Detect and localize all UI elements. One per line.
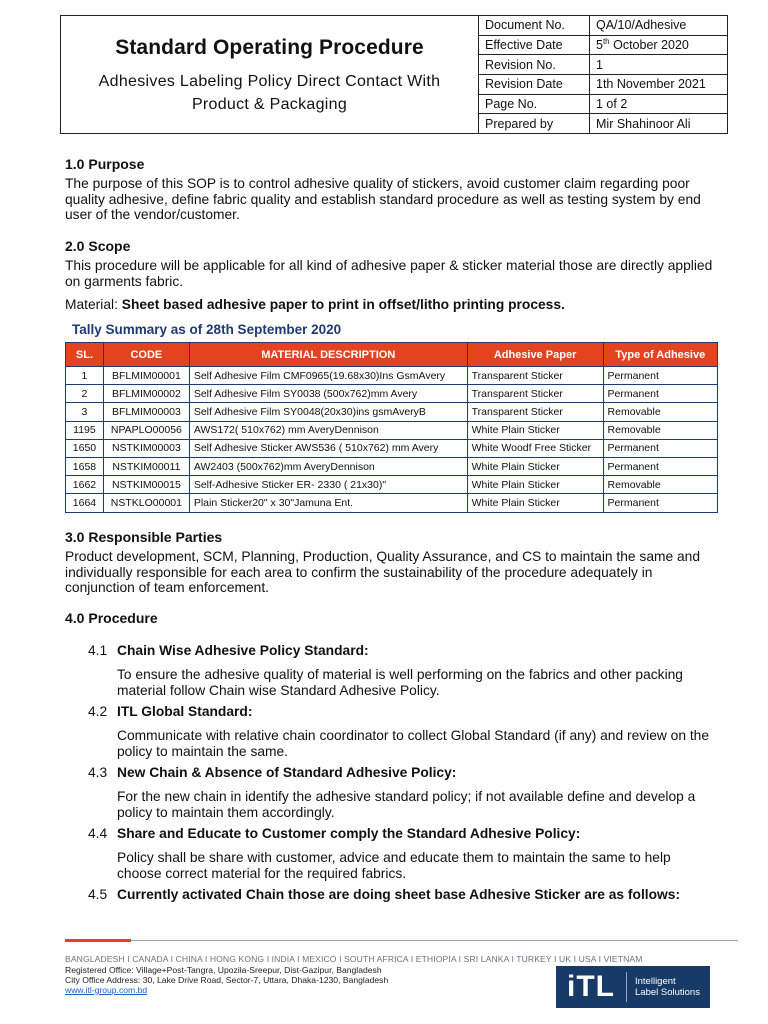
meta-key: Revision Date xyxy=(479,74,590,94)
tally-row xyxy=(66,457,718,475)
meta-row xyxy=(479,74,728,94)
tally-table xyxy=(65,342,718,513)
document-header xyxy=(60,15,728,134)
footer-accent-bar xyxy=(65,939,131,942)
cell-sl: 1195 xyxy=(66,421,104,439)
cell-code: NPAPLO00056 xyxy=(103,421,189,439)
procedure-item-title: Share and Educate to Customer comply the Standard Adhesive Policy: xyxy=(117,826,581,841)
responsible-heading: 3.0 Responsible Parties xyxy=(65,529,223,545)
tally-row xyxy=(66,421,718,439)
cell-description: Self Adhesive Sticker AWS536 ( 510x762) mm Avery xyxy=(189,439,467,457)
cell-adhesive-paper: Transparent Sticker xyxy=(467,385,603,403)
effective-day: 5 xyxy=(596,38,603,53)
meta-value: Mir Shahinoor Ali xyxy=(590,114,728,134)
subtitle-line-2: Product & Packaging xyxy=(191,96,348,113)
cell-adhesive-paper: White Woodf Free Sticker xyxy=(467,439,603,457)
tally-row xyxy=(66,385,718,403)
document-subtitle xyxy=(61,70,478,116)
cell-code: NSTKLO00001 xyxy=(103,494,189,512)
procedure-item-number: 4.4 xyxy=(88,826,108,841)
logo-mark: iTL xyxy=(567,970,615,1003)
cell-adhesive-type: Permanent xyxy=(603,439,717,457)
procedure-item-text: To ensure the adhesive quality of material is well performing on the fabrics and other packing material follow Chain wise Standard Adhesive Policy. xyxy=(117,667,683,698)
cell-adhesive-type: Removable xyxy=(603,421,717,439)
tally-row xyxy=(66,439,718,457)
procedure-item-title: Chain Wise Adhesive Policy Standard: xyxy=(117,643,369,658)
cell-code: BFLMIM00001 xyxy=(103,367,189,385)
effective-month-year: October 2020 xyxy=(609,38,689,53)
cell-adhesive-type: Permanent xyxy=(603,367,717,385)
procedure-item-title: New Chain & Absence of Standard Adhesive Policy: xyxy=(117,765,457,780)
cell-description: Self Adhesive Film SY0038 (500x762)mm Avery xyxy=(189,385,467,403)
col-header-adhesive-paper: Adhesive Paper xyxy=(467,343,603,367)
procedure-item-number: 4.3 xyxy=(88,765,108,780)
footer-website-link[interactable]: www.itl-group.com.bd xyxy=(65,985,148,995)
meta-value: 1 xyxy=(590,55,728,75)
meta-key: Prepared by xyxy=(479,114,590,134)
col-header-description: MATERIAL DESCRIPTION xyxy=(189,343,467,367)
cell-description: Plain Sticker20" x 30"Jamuna Ent. xyxy=(189,494,467,512)
cell-description: Self Adhesive Film SY0048(20x30)ins gsmAveryB xyxy=(189,403,467,421)
col-header-adhesive-type: Type of Adhesive xyxy=(603,343,717,367)
cell-description: AWS172( 510x762) mm AveryDennison xyxy=(189,421,467,439)
meta-row xyxy=(479,35,728,55)
procedure-heading: 4.0 Procedure xyxy=(65,610,158,626)
effective-day-suffix: th xyxy=(602,37,610,47)
cell-adhesive-paper: White Plain Sticker xyxy=(467,421,603,439)
cell-adhesive-type: Permanent xyxy=(603,457,717,475)
cell-sl: 1662 xyxy=(66,476,104,494)
cell-adhesive-paper: White Plain Sticker xyxy=(467,494,603,512)
logo-text xyxy=(627,976,700,998)
cell-description: Self Adhesive Film CMF0965(19.68x30)Ins GsmAvery xyxy=(189,367,467,385)
purpose-heading: 1.0 Purpose xyxy=(65,156,145,172)
tally-row xyxy=(66,476,718,494)
title-block xyxy=(60,15,478,134)
document-title: Standard Operating Procedure xyxy=(115,36,424,59)
meta-row xyxy=(479,94,728,114)
procedure-item-text: Policy shall be share with customer, advice and educate them to maintain the same to help choose correct material for the required fabrics. xyxy=(117,850,671,881)
procedure-item-number: 4.1 xyxy=(88,643,108,658)
material-label: Material: xyxy=(65,297,122,312)
logo-line-2: Label Solutions xyxy=(635,987,700,998)
procedure-item-title: Currently activated Chain those are doing sheet base Adhesive Sticker are as follows: xyxy=(117,887,681,902)
meta-key: Page No. xyxy=(479,94,590,114)
cell-code: NSTKIM00011 xyxy=(103,457,189,475)
col-header-sl: SL. xyxy=(66,343,104,367)
cell-adhesive-paper: Transparent Sticker xyxy=(467,403,603,421)
meta-value: 1th November 2021 xyxy=(590,74,728,94)
cell-adhesive-type: Removable xyxy=(603,476,717,494)
scope-text: This procedure will be applicable for all kind of adhesive paper & sticker material those are directly applied on garments fabric. xyxy=(65,258,713,289)
procedure-item-text: For the new chain in identify the adhesive standard policy; if not available define and develop a policy to maintain them accordingly. xyxy=(117,789,696,820)
cell-adhesive-paper: Transparent Sticker xyxy=(467,367,603,385)
procedure-item-number: 4.5 xyxy=(88,887,108,902)
cell-adhesive-paper: White Plain Sticker xyxy=(467,457,603,475)
meta-value-effective-date xyxy=(590,35,728,55)
meta-key: Effective Date xyxy=(479,35,590,55)
cell-description: Self-Adhesive Sticker ER- 2330 ( 21x30)" xyxy=(189,476,467,494)
cell-adhesive-type: Permanent xyxy=(603,494,717,512)
cell-description: AW2403 (500x762)mm AveryDennison xyxy=(189,457,467,475)
cell-sl: 1658 xyxy=(66,457,104,475)
cell-sl: 1664 xyxy=(66,494,104,512)
meta-row xyxy=(479,55,728,75)
cell-code: NSTKIM00003 xyxy=(103,439,189,457)
tally-row xyxy=(66,367,718,385)
cell-sl: 2 xyxy=(66,385,104,403)
meta-key: Revision No. xyxy=(479,55,590,75)
tally-title: Tally Summary as of 28th September 2020 xyxy=(72,322,342,337)
tally-row xyxy=(66,494,718,512)
cell-code: NSTKIM00015 xyxy=(103,476,189,494)
cell-sl: 3 xyxy=(66,403,104,421)
meta-key: Document No. xyxy=(479,16,590,36)
purpose-text: The purpose of this SOP is to control adhesive quality of stickers, avoid customer claim regarding poor quality adhesive, define fabric quality and establish standard procedure as well as testing system by end user of the vendor/customer. xyxy=(65,176,701,222)
meta-value: 1 of 2 xyxy=(590,94,728,114)
meta-value: QA/10/Adhesive xyxy=(590,16,728,36)
footer-divider xyxy=(131,940,738,941)
cell-adhesive-paper: White Plain Sticker xyxy=(467,476,603,494)
cell-adhesive-type: Removable xyxy=(603,403,717,421)
meta-row xyxy=(479,114,728,134)
cell-code: BFLMIM00003 xyxy=(103,403,189,421)
itl-logo xyxy=(556,966,710,1008)
footer-countries: BANGLADESH I CANADA I CHINA I HONG KONG I INDIA I MEXICO I SOUTH AFRICA I ETHIOPIA I SRI LANKA I TURKEY I UK I USA I VIETNAM xyxy=(65,954,643,964)
cell-code: BFLMIM00002 xyxy=(103,385,189,403)
logo-line-1: Intelligent xyxy=(635,976,676,987)
cell-sl: 1 xyxy=(66,367,104,385)
tally-row xyxy=(66,403,718,421)
responsible-text: Product development, SCM, Planning, Production, Quality Assurance, and CS to maintain the same and individually responsible for each area to confirm the sustainability of the procedure adequately in conjunction of team enforcement. xyxy=(65,549,701,595)
meta-row xyxy=(479,16,728,36)
material-value: Sheet based adhesive paper to print in offset/litho printing process. xyxy=(121,297,565,312)
procedure-item-number: 4.2 xyxy=(88,704,108,719)
tally-body xyxy=(66,367,718,513)
procedure-item-text: Communicate with relative chain coordinator to collect Global Standard (if any) and review on the policy to maintain the same. xyxy=(117,728,710,759)
subtitle-line-1: Adhesives Labeling Policy Direct Contact With xyxy=(98,73,441,90)
tally-header-row xyxy=(66,343,718,367)
footer-city-office: City Office Address: 30, Lake Drive Road, Sector-7, Uttara, Dhaka-1230, Bangladesh xyxy=(65,975,389,985)
procedure-item-title: ITL Global Standard: xyxy=(117,704,253,719)
scope-heading: 2.0 Scope xyxy=(65,238,131,254)
cell-sl: 1650 xyxy=(66,439,104,457)
material-line xyxy=(65,297,715,313)
footer-registered-office: Registered Office: Village+Post-Tangra, Upozila-Sreepur, Dist-Gazipur, Bangladesh xyxy=(65,965,382,975)
col-header-code: CODE xyxy=(103,343,189,367)
document-meta-table xyxy=(478,15,728,134)
cell-adhesive-type: Permanent xyxy=(603,385,717,403)
